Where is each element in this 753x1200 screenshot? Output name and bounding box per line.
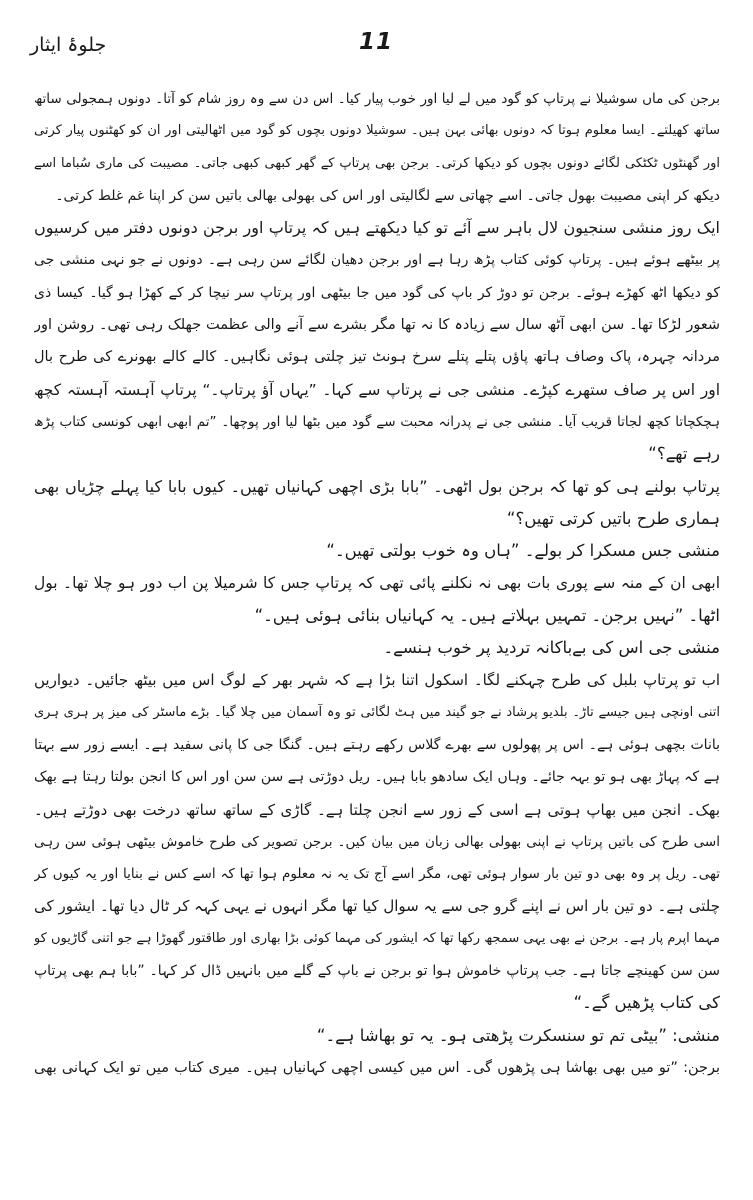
- text-line: دیکھ کر اپنی مصیبت بھول جاتی۔ اسے چھاتی سے لگالیتی اور اس کی بھولی بھالی باتیں سن کر اپنا غم غلط کرتی۔: [55, 187, 720, 204]
- text-line: مردانہ چہرہ، پاک وصاف ہاتھ پاؤں پتلے پتلے سرخ ہونٹ تیز چلتی ہوئی نگاہیں۔ کالے کالے بھونرے کی طرح بال: [34, 349, 720, 366]
- text-line: منشی: ”بیٹی تم تو سنسکرت پڑھتی ہو۔ یہ تو بھاشا ہے۔“: [316, 1025, 720, 1045]
- text-line: رہے تھے؟“: [648, 444, 720, 464]
- text-line: ہے کہ پہاڑ بھی ہو تو بہہ جائے۔ وہاں ایک سادھو بابا ہیں۔ ریل دوڑتی ہے سن سن اور اس کا انجن بولتا رہتا ہے بھک: [34, 769, 720, 786]
- text-line: پرتاپ بولنے ہی کو تھا کہ برجن بول اٹھی۔ ”بابا بڑی اچھی کہانیاں تھیں۔ کیوں بابا کیا پہلے چڑیاں بھی: [34, 476, 720, 496]
- text-line: چلتی ہے۔ دو تین بار اس نے اپنے گرو جی سے یہ سوال کیا تھا مگر انہوں نے یہی کہہ کر ٹال دیا تھا۔ ایشور کی: [34, 897, 720, 916]
- text-line: کی کتاب پڑھیں گے۔“: [573, 993, 720, 1013]
- text-line: منشی جی اس کی بےباکانہ تردید پر خوب ہنسے۔: [383, 638, 720, 658]
- text-line: برجن: ”تو میں بھی بھاشا ہی پڑھوں گی۔ اس میں کیسی اچھی کہانیاں ہیں۔ میری کتاب میں تو ایک کہانی بھی: [34, 1059, 720, 1076]
- text-line: اور اس پر صاف ستھرے کپڑے۔ منشی جی نے پرتاپ سے کہا۔ ”یہاں آؤ پرتاپ۔“ پرتاپ آہستہ آہستہ کچھ: [34, 380, 720, 399]
- text-line: ابھی ان کے منہ سے پوری بات بھی نہ نکلنے پائی تھی کہ پرتاپ جس کا شرمیلا پن اب دور ہو چلا تھا۔ بول: [34, 574, 720, 593]
- text-line: سن سن کھینچے جاتا ہے۔ جب پرتاپ خاموش ہوا تو برجن نے باپ کے گلے میں بانہیں ڈال کر کہا۔ ”بابا ہم بھی پرتاپ: [34, 963, 720, 980]
- text-line: کو دیکھا اٹھ کھڑے ہوئے۔ برجن تو دوڑ کر باپ کی گود میں جا بیٹھی اور پرتاپ سر نیچا کر کے کھڑا ہو گیا۔ کیسا ذی: [34, 284, 720, 301]
- text-line: اتنی اونچی ہیں جیسے تاڑ۔ بلدیو پرشاد نے جو گیند میں ہٹ لگائی تو وہ آسمان میں چلا گیا۔ بڑے ماسٹر کی میز پر ہری ہری: [34, 704, 720, 720]
- text-line: ہماری طرح باتیں کرتی تھیں؟“: [506, 508, 720, 528]
- running-header-title: جلوۂ ایثار: [30, 34, 107, 56]
- text-line: شعور لڑکا تھا۔ سن ابھی آٹھ سال سے زیادہ کا نہ تھا مگر بشرے سے آنے والی عظمت جھلک رہی تھی۔ روشن اور: [34, 317, 720, 334]
- text-line: بھک۔ انجن میں بھاپ ہوتی ہے اسی کے زور سے انجن چلتا ہے۔ گاڑی کے ساتھ ساتھ درخت بھی دوڑتے ہیں۔: [34, 800, 720, 819]
- text-line: پر بیٹھے ہوئے ہیں۔ پرتاپ کوئی کتاب پڑھ رہا ہے اور برجن دھیان لگائے سن رہی ہے۔ دونوں نے جو نہی منشی جی: [34, 252, 720, 269]
- text-line: بانات بچھی ہوئی ہے۔ اس پر پھولوں سے بھرے گلاس رکھے رہتے ہیں۔ گنگا جی کا پانی سفید ہے۔ ایسے زور سے بہتا: [34, 736, 720, 753]
- text-line: اسی طرح کی باتیں پرتاپ نے اپنی بھولی بھالی زبان میں بیان کیں۔ برجن تصویر کی طرح خاموش بیٹھی ہوئی سن رہی: [34, 833, 720, 850]
- text-line: تھی۔ ریل پر وہ بھی دو تین بار سوار ہوئی تھی، مگر اسے آج تک یہ نہ معلوم ہوا تھا کہ اسے کس نے بنایا اور یہ کیوں کر: [34, 866, 720, 883]
- body-text: [34, 83, 720, 1084]
- text-line: ہچکچاتا کچھ لجاتا قریب آیا۔ منشی جی نے پدرانہ محبت سے گود میں بٹھا لیا اور پوچھا۔ ”تم ابھی ابھی کونسی کتاب پڑھ: [34, 413, 720, 430]
- text-line: ساتھ کھیلتے۔ ایسا معلوم ہوتا کہ دونوں بھائی بہن ہیں۔ سوشیلا دونوں بچوں کو گود میں اٹھالیتی اور ان کو کھٹنوں پیار کرتی: [34, 123, 720, 139]
- text-line: اور گھنٹوں ٹکٹکی لگائے دونوں بچوں کو دیکھا کرتی۔ برجن بھی پرتاپ کے گھر کبھی کبھی جاتی۔ مصیبت کی ماری سُباما اسے: [34, 155, 720, 171]
- text-line: مہما اپرم پار ہے۔ برجن نے بھی یہی سمجھ رکھا تھا کہ ایشور کی مہما کوئی بڑا بھاری اور طاقتور گھوڑا ہے جو اتنی گاڑیوں کو: [34, 930, 720, 946]
- text-line: برجن کی ماں سوشیلا نے پرتاپ کو گود میں لے لیا اور خوب پیار کیا۔ اس دن سے وہ روز شام کو آتا۔ دونوں ہمجولی ساتھ: [34, 91, 720, 107]
- text-line: منشی جس مسکرا کر بولے۔ ”ہاں وہ خوب بولتی تھیں۔“: [326, 541, 720, 561]
- text-line: ایک روز منشی سنجیون لال باہر سے آئے تو کیا دیکھتے ہیں کہ پرتاپ اور برجن دونوں دفتر میں کرسیوں: [34, 218, 720, 238]
- text-line: اب تو پرتاپ بلبل کی طرح چہکنے لگا۔ اسکول اتنا بڑا ہے کہ شہر بھر کے لوگ اس میں بیٹھ جائیں۔ دیواریں: [34, 671, 720, 690]
- text-line: اٹھا۔ ”نہیں برجن۔ تمہیں بہلاتے ہیں۔ یہ کہانیاں بنائی ہوئی ہیں۔“: [254, 605, 720, 625]
- page-number: 11: [358, 29, 393, 55]
